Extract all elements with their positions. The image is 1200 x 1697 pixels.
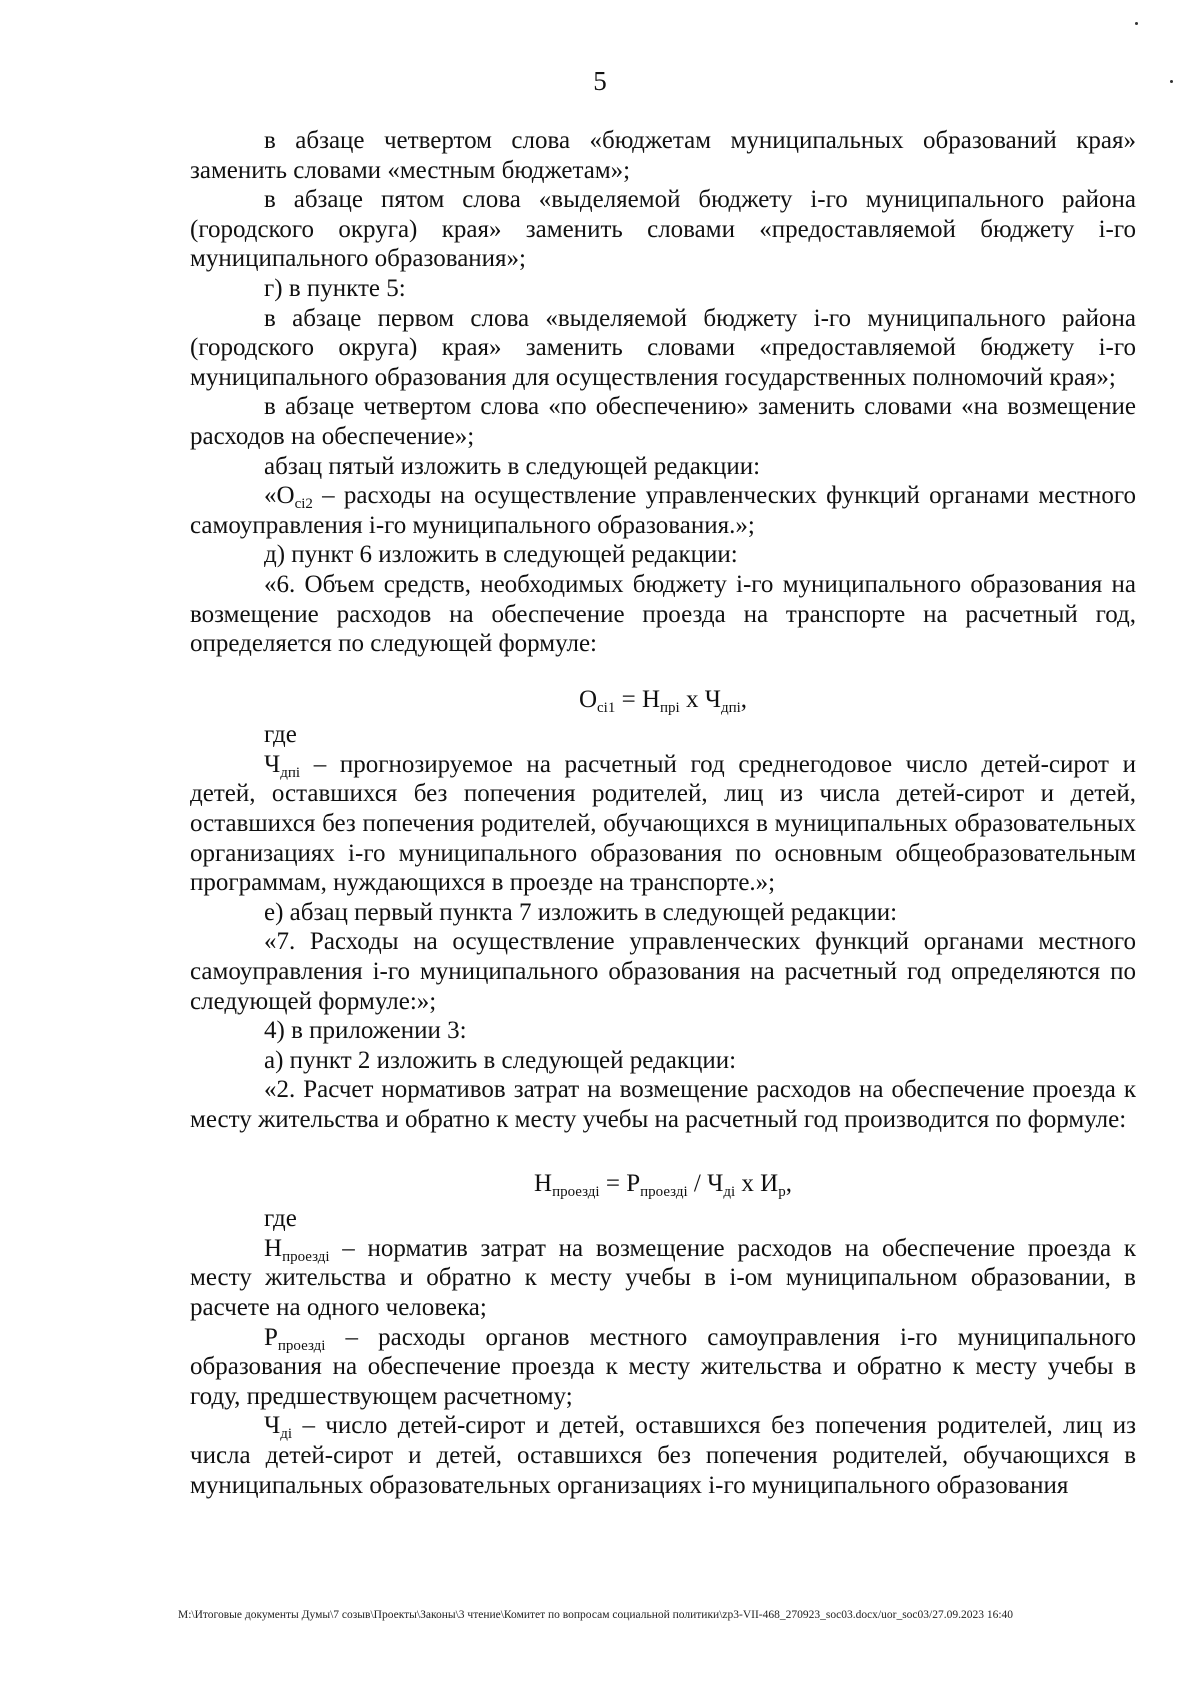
definition-chdpi: $Ч_{дпi}$ – прогнозируемое на расчетный год среднегодовое число детей-сирот и детей, оставшихся без попечения родителей, лиц из числа детей-сирот и детей, оставшихся без попечения родителей, обучающихся в муниципальных образовательных организациях i-го муниципального образования по основным общеобразовательным программам, нуждающихся в проезде на транспорте.»; [190, 750, 1136, 897]
paragraph: «6. Объем средств, необходимых бюджету i-го муниципального образования на возмещение расходов на обеспечение проезда на транспорте на расчетный год, определяется по следующей формуле: [190, 570, 1136, 658]
paragraph: г) в пункте 5: [264, 274, 406, 302]
where-label: где [264, 1205, 297, 1233]
paragraph: в абзаце первом слова «выделяемой бюджету i-го муниципального района (городского округа) края» заменить словами «предоставляемой бюджету i-го муниципального образования для осуществления государственных полномочий края»; [190, 304, 1136, 391]
formula-osi1: $О_{сi1} = Н_{прi}$ х $Ч_{дпi}$, [578, 685, 748, 716]
definition-nproezd: $Н_{проездi}$ – норматив затрат на возмещение расходов на обеспечение проезда к месту жительства и обратно к месту учебы в i-ом муниципальном образовании, в расчете на одного человека; [190, 1234, 1136, 1321]
definition-rproezd: $Р_{проездi}$ – расходы органов местного самоуправления i-го муниципального образования на обеспечение проезда к месту жительства и обратно к месту учебы в году, предшествующем расчетному; [190, 1323, 1136, 1410]
paragraph-osi2: «$О_{сi2}$ – расходы на осуществление управленческих функций органами местного самоуправления i-го муниципального образования.»; [190, 482, 1136, 539]
document-body [190, 126, 1136, 1500]
paragraph: «2. Расчет нормативов затрат на возмещение расходов на обеспечение проезда к месту жительства и обратно к месту учебы на расчетный год производится по формуле: [190, 1076, 1136, 1133]
where-label: где [264, 721, 297, 749]
paragraph: в абзаце четвертом слова «бюджетам муниципальных образований края» заменить словами «местным бюджетам»; [190, 127, 1136, 184]
paragraph: 4) в приложении 3: [264, 1017, 467, 1045]
paragraph: в абзаце пятом слова «выделяемой бюджету i-го муниципального района (городского округа) края» заменить словами «предоставляемой бюджету i-го муниципального образования»; [190, 186, 1136, 273]
page-number: 5 [593, 66, 607, 96]
file-path-footer: М:\Итоговые документы Думы\7 созыв\Проекты\Законы\3 чтение\Комитет по вопросам социальной политики\zp3-VII-468_270923_soc03.docx/uor_soc03/27.09.2023 16:40 [178, 1609, 1014, 1621]
formula-nproezd: $Н_{проездi} = Р_{проездi} / Ч_{дi}$ х $И_р$, [534, 1169, 792, 1200]
paragraph: абзац пятый изложить в следующей редакции: [264, 452, 761, 480]
paragraph: в абзаце четвертом слова «по обеспечению» заменить словами «на возмещение расходов на обеспечение»; [190, 393, 1136, 450]
definition-chdi: $Ч_{дi}$ – число детей-сирот и детей, оставшихся без попечения родителей, лиц из числа детей-сирот и детей, оставшихся без попечения родителей, обучающихся в муниципальных образовательных организациях i-го муниципального образования [190, 1412, 1136, 1499]
paragraph: «7. Расходы на осуществление управленческих функций органами местного самоуправления i-го муниципального образования на расчетный год определяются по следующей формуле:»; [190, 928, 1136, 1015]
paragraph: а) пункт 2 изложить в следующей редакции: [264, 1046, 737, 1074]
paragraph: д) пункт 6 изложить в следующей редакции: [264, 541, 738, 569]
paragraph: е) абзац первый пункта 7 изложить в следующей редакции: [264, 898, 898, 926]
scan-speck [1135, 22, 1138, 25]
